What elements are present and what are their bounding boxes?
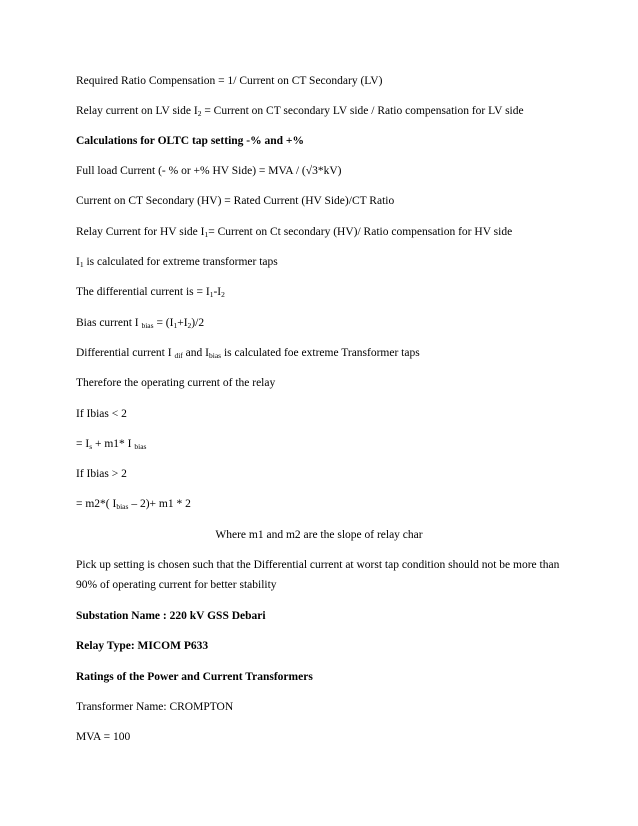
text-segment: Relay Current for HV side I — [76, 226, 205, 238]
lv-relay-current-formula — [76, 104, 524, 118]
transformer-name: Transformer Name: CROMPTON — [76, 701, 234, 713]
subscript: bias — [116, 502, 129, 511]
text-segment: is calculated foe extreme Transformer taps — [221, 347, 420, 359]
subscript: bias — [134, 442, 147, 451]
extreme-taps-note — [76, 346, 420, 360]
slope-definition-note: Where m1 and m2 are the slope of relay char — [215, 529, 423, 541]
text-segment: = Current on CT secondary LV side / Ratio compensation for LV side — [201, 105, 524, 117]
bias-current-formula — [76, 316, 204, 330]
differential-current-formula — [76, 285, 225, 299]
hv-relay-current-formula — [76, 225, 512, 239]
text-segment: +I — [177, 317, 188, 329]
text-segment: The differential current is = I — [76, 286, 210, 298]
subscript: s — [89, 442, 93, 451]
subscript: 1 — [173, 321, 178, 330]
subscript: 2 — [221, 290, 225, 299]
subscript: dif — [174, 351, 183, 360]
subscript: bias — [208, 351, 222, 360]
operating-current-formula-low-bias — [76, 437, 146, 451]
text-segment: = (I — [153, 317, 174, 329]
transformer-mva: MVA = 100 — [76, 731, 131, 743]
subscript: 1 — [79, 260, 84, 269]
text-segment: = m2*( I — [76, 498, 117, 510]
ratio-compensation-formula: Required Ratio Compensation = 1/ Current on CT Secondary (LV) — [76, 75, 383, 87]
hv-ct-secondary-current-formula: Current on CT Secondary (HV) = Rated Current (HV Side)/CT Ratio — [76, 195, 395, 207]
text-segment: Differential current I — [76, 347, 175, 359]
relay-type-heading: Relay Type: MICOM P633 — [76, 640, 209, 652]
condition-ibias-greater-than-2: If Ibias > 2 — [76, 468, 127, 480]
ratings-heading: Ratings of the Power and Current Transformers — [76, 671, 313, 683]
condition-ibias-less-than-2: If Ibias < 2 — [76, 408, 127, 420]
operating-current-formula-high-bias — [76, 497, 191, 511]
text-segment: Relay current on LV side I — [76, 105, 198, 117]
subscript: 2 — [197, 109, 202, 118]
text-segment: + m1* I — [92, 438, 135, 450]
oltc-calculation-heading: Calculations for OLTC tap setting -% and +% — [76, 135, 304, 147]
text-segment: -I — [213, 286, 222, 298]
text-segment: )/2 — [191, 317, 205, 329]
text-segment: – 2)+ m1 * 2 — [128, 498, 191, 510]
operating-current-intro: Therefore the operating current of the relay — [76, 377, 276, 389]
text-segment: Bias current I — [76, 317, 142, 329]
full-load-current-formula: Full load Current (- % or +% HV Side) = MVA / (√3*kV) — [76, 165, 342, 177]
subscript: 1 — [204, 230, 209, 239]
subscript: 2 — [187, 321, 192, 330]
text-segment: is calculated for extreme transformer taps — [83, 256, 278, 268]
substation-name-heading: Substation Name : 220 kV GSS Debari — [76, 610, 266, 622]
i1-calculation-note — [76, 255, 278, 269]
text-segment: I — [76, 256, 80, 268]
text-segment: and I — [182, 347, 209, 359]
subscript: 1 — [209, 290, 214, 299]
text-segment: = Current on Ct secondary (HV)/ Ratio compensation for HV side — [208, 226, 513, 238]
text-segment: = I — [76, 438, 90, 450]
pickup-setting-paragraph-line2: 90% of operating current for better stability — [76, 579, 277, 591]
pickup-setting-paragraph-line1: Pick up setting is chosen such that the Differential current at worst tap condition should not be more than — [76, 559, 560, 571]
subscript: bias — [141, 321, 154, 330]
